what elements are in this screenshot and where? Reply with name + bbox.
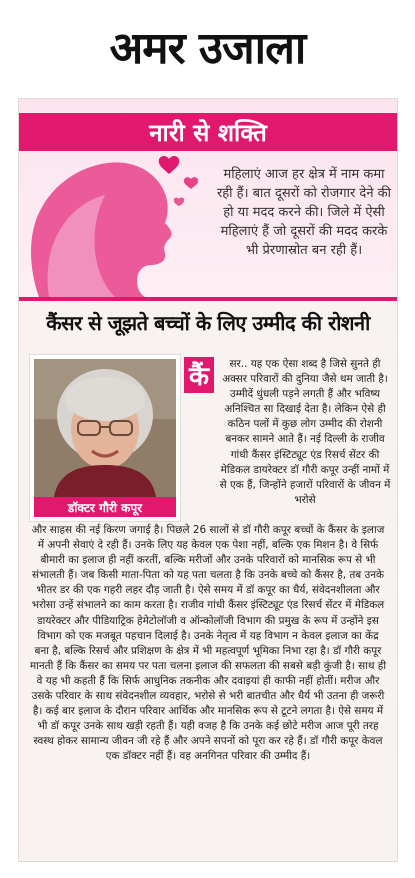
article-intro: सर.. यह एक ऐसा शब्द है जिसे सुनते ही अक्सर परिवारों की दुनिया जैसे थम जाती है। उम्मीदें धुंधली पड़ने लगती हैं और भविष्य अनिश्चित सा दिखाई देता है। लेकिन ऐसे ही कठिन पलों में कुछ लोग उम्मीद की रोशनी बनकर सामने आते हैं। नई दिल्ली के राजीव गांधी कैंसर इंस्टिट्यूट एंड रिसर्च सेंटर की मेडिकल डायरेक्टर डॉ गौरी कपूर उन्हीं नामों में से एक हैं, जिन्होंने हजारों परिवारों के जीवन में भरोसे [219, 358, 391, 506]
portrait-photo [34, 359, 176, 497]
news-clipping [18, 98, 398, 862]
photo-caption: डॉक्टर गौरी कपूर [34, 497, 176, 517]
section-title: नारी से शक्ति [149, 118, 267, 147]
masthead [0, 0, 415, 92]
article-body: और साहस की नई किरण जगाई है। पिछले 26 सालों से डॉ गौरी कपूर बच्चों के कैंसर के इलाज में अपनी सेवाएं दे रही हैं। उनके लिए यह केवल एक पेशा नहीं, बल्कि एक मिशन है। वे सिर्फ बीमारी का इलाज ही नहीं करतीं, बल्कि मरीजों और उनके परिवारों को मानसिक रूप से भी संभालती हैं। जब किसी माता-पिता को यह पता चलता है कि उनके बच्चे को कैंसर है, तब उनके भीतर डर की एक गहरी लहर दौड़ जाती है। ऐसे समय में डॉ कपूर का धैर्य, संवेदनशीलता और भरोसा उन्हें संभालने का काम करता है। राजीव गांधी कैंसर इंस्टिट्यूट एंड रिसर्च सेंटर में मेडिकल डायरेक्टर और पीडियाट्रिक हेमेटोलॉजी व ऑन्कोलॉजी विभाग की प्रमुख के रूप में उन्होंने इस विभाग को एक मजबूत पहचान दिलाई है। उनके नेतृत्व में यह विभाग न केवल इलाज का केंद्र बना है, बल्कि रिसर्च और प्रशिक्षण के क्षेत्र में भी महत्वपूर्ण भूमिका निभा रहा है। डॉ गौरी कपूर मानती हैं कि कैंसर का समय पर पता चलना इलाज की सफलता की सबसे बड़ी कुंजी है। साथ ही वे यह भी कहती हैं कि सिर्फ आधुनिक तकनीक और दवाइयां ही काफी नहीं होतीं। मरीज और उसके परिवार के साथ संवेदनशील व्यवहार, भरोसे से भरी बातचीत और धैर्य भी उतना ही जरूरी है। कई बार इलाज के दौरान परिवार आर्थिक और मानसिक रूप से टूटने लगता है। ऐसे समय में भी डॉ कपूर उनके साथ खड़ी रहती हैं। यही वजह है कि उनके कई छोटे मरीज आज पूरी तरह स्वस्थ होकर सामान्य जीवन जी रहे हैं और अपने सपनों को पूरा कर रहे हैं। डॉ गौरी कपूर केवल एक डॉक्टर नहीं हैं। वह अनगिनत परिवार की उम्मीद हैं। [29, 524, 387, 763]
portrait-frame [29, 354, 181, 522]
heart-icon [174, 198, 184, 206]
woman-silhouette-icon [19, 139, 219, 297]
banner-text: महिलाएं आज हर क्षेत्र में नाम कमा रही हैं। बात दूसरों को रोजगार देने की हो या मदद करने की। जिले में ऐसी महिलाएं हैं जो दूसरों की मदद करके भी प्रेरणास्रोत बन रही हैं। [216, 167, 392, 258]
feature-banner [19, 99, 397, 297]
drop-cap: कैं [184, 357, 214, 393]
heart-icon [159, 156, 180, 174]
article-headline: कैंसर से जूझते बच्चों के लिए उम्मीद की रोशनी [46, 311, 370, 335]
divider [19, 297, 397, 301]
masthead-title: अमर उजाला [109, 23, 306, 74]
heart-icon [184, 177, 198, 189]
